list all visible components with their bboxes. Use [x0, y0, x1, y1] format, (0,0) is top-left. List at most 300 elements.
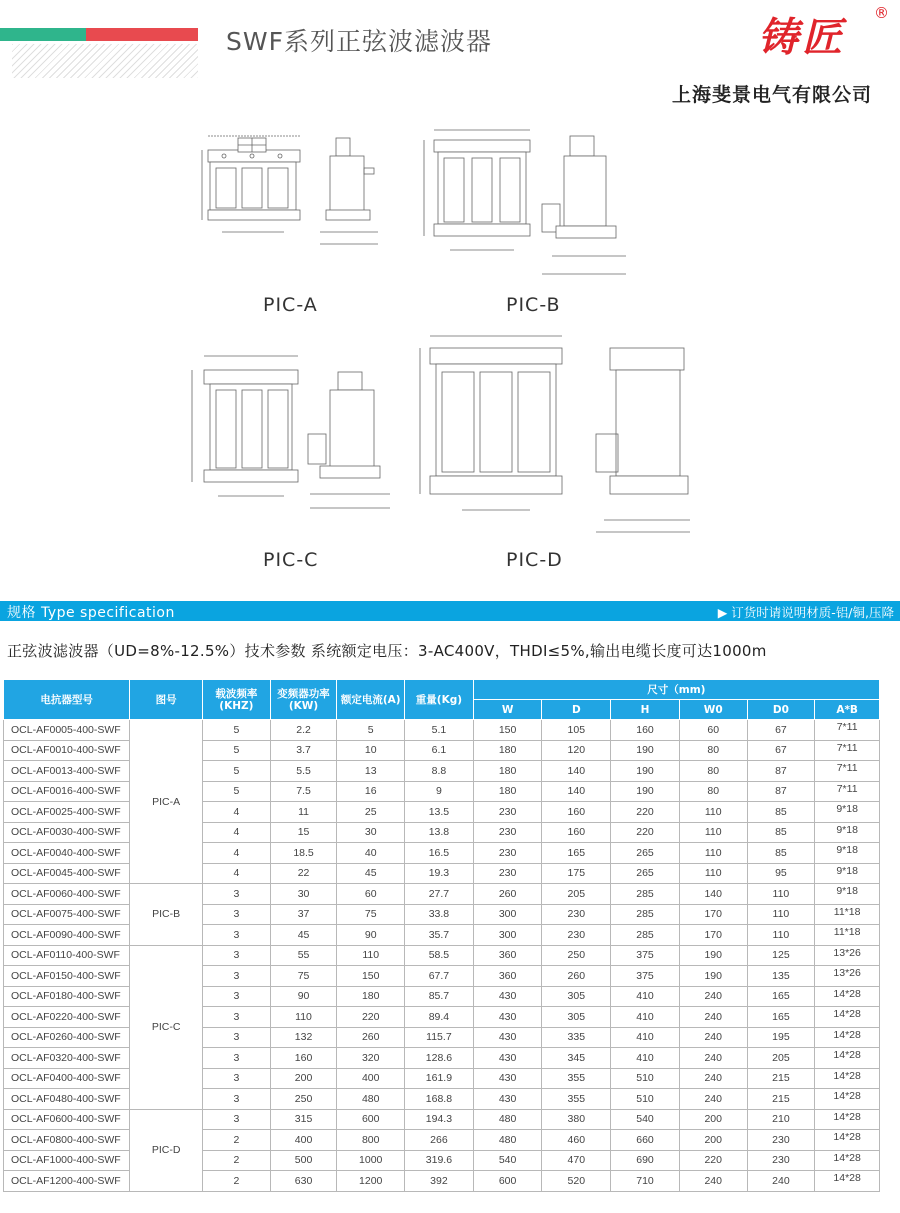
- table-row: [4, 945, 880, 966]
- ab-cell: 9*18: [815, 843, 880, 864]
- value-cell: 35.7: [405, 925, 474, 946]
- ab-cell: 14*28: [815, 1068, 880, 1089]
- value-cell: 5: [203, 740, 271, 761]
- value-cell: 360: [473, 945, 542, 966]
- value-cell: 230: [473, 822, 542, 843]
- value-cell: 220: [611, 822, 680, 843]
- value-cell: 400: [337, 1068, 405, 1089]
- value-cell: 3: [203, 966, 271, 987]
- col-weight: 重量(Kg): [405, 680, 474, 720]
- value-cell: 40: [337, 843, 405, 864]
- spec-table-body: [4, 720, 880, 1192]
- value-cell: 480: [473, 1130, 542, 1151]
- value-cell: 400: [270, 1130, 337, 1151]
- value-cell: 266: [405, 1130, 474, 1151]
- value-cell: 85: [747, 843, 815, 864]
- value-cell: 89.4: [405, 1007, 474, 1028]
- value-cell: 140: [542, 781, 611, 802]
- value-cell: 85.7: [405, 986, 474, 1007]
- ab-cell: 14*28: [815, 1171, 880, 1192]
- value-cell: 110: [679, 863, 747, 884]
- value-cell: 265: [611, 863, 680, 884]
- value-cell: 410: [611, 986, 680, 1007]
- ab-cell: 9*18: [815, 863, 880, 884]
- value-cell: 125: [747, 945, 815, 966]
- value-cell: 55: [270, 945, 337, 966]
- brand-logo: 铸匠: [758, 14, 846, 61]
- pic-cell: PIC-B: [130, 884, 203, 946]
- value-cell: 230: [747, 1130, 815, 1151]
- ab-cell: 9*18: [815, 822, 880, 843]
- value-cell: 16: [337, 781, 405, 802]
- value-cell: 58.5: [405, 945, 474, 966]
- value-cell: 360: [473, 966, 542, 987]
- ab-cell: 11*18: [815, 904, 880, 925]
- value-cell: 160: [542, 802, 611, 823]
- value-cell: 200: [679, 1109, 747, 1130]
- value-cell: 13: [337, 761, 405, 782]
- value-cell: 215: [747, 1068, 815, 1089]
- value-cell: 190: [611, 740, 680, 761]
- value-cell: 95: [747, 863, 815, 884]
- order-note: ▶ 订货时请说明材质-铝/铜,压降: [717, 605, 894, 620]
- table-row: [4, 720, 880, 741]
- value-cell: 3: [203, 1109, 271, 1130]
- col-power: 变频器功率 (KW): [270, 680, 337, 720]
- value-cell: 110: [270, 1007, 337, 1028]
- model-cell: OCL-AF0150-400-SWF: [4, 966, 130, 987]
- value-cell: 480: [337, 1089, 405, 1110]
- value-cell: 175: [542, 863, 611, 884]
- registered-mark: ®: [874, 4, 889, 22]
- value-cell: 67: [747, 720, 815, 741]
- value-cell: 85: [747, 822, 815, 843]
- value-cell: 1000: [337, 1150, 405, 1171]
- value-cell: 190: [679, 966, 747, 987]
- model-cell: OCL-AF0320-400-SWF: [4, 1048, 130, 1069]
- value-cell: 110: [747, 904, 815, 925]
- value-cell: 285: [611, 884, 680, 905]
- value-cell: 3: [203, 1068, 271, 1089]
- value-cell: 220: [611, 802, 680, 823]
- value-cell: 800: [337, 1130, 405, 1151]
- ab-cell: 7*11: [815, 781, 880, 802]
- value-cell: 110: [747, 884, 815, 905]
- value-cell: 380: [542, 1109, 611, 1130]
- ab-cell: 9*18: [815, 802, 880, 823]
- ab-cell: 9*18: [815, 884, 880, 905]
- col-pic: 图号: [130, 680, 203, 720]
- value-cell: 132: [270, 1027, 337, 1048]
- model-cell: OCL-AF0110-400-SWF: [4, 945, 130, 966]
- value-cell: 2.2: [270, 720, 337, 741]
- value-cell: 5: [337, 720, 405, 741]
- pic-cell: PIC-A: [130, 720, 203, 884]
- value-cell: 87: [747, 781, 815, 802]
- value-cell: 33.8: [405, 904, 474, 925]
- value-cell: 194.3: [405, 1109, 474, 1130]
- value-cell: 67.7: [405, 966, 474, 987]
- spec-header-band: [0, 601, 900, 621]
- value-cell: 430: [473, 1089, 542, 1110]
- drawings-svg: [180, 110, 740, 600]
- col-current: 额定电流(A): [337, 680, 405, 720]
- value-cell: 180: [473, 781, 542, 802]
- model-cell: OCL-AF0260-400-SWF: [4, 1027, 130, 1048]
- value-cell: 240: [679, 1089, 747, 1110]
- model-cell: OCL-AF0013-400-SWF: [4, 761, 130, 782]
- value-cell: 430: [473, 986, 542, 1007]
- value-cell: 190: [611, 781, 680, 802]
- value-cell: 13.8: [405, 822, 474, 843]
- value-cell: 7.5: [270, 781, 337, 802]
- value-cell: 230: [473, 843, 542, 864]
- ab-cell: 11*18: [815, 925, 880, 946]
- value-cell: 30: [337, 822, 405, 843]
- value-cell: 3.7: [270, 740, 337, 761]
- value-cell: 205: [542, 884, 611, 905]
- value-cell: 165: [747, 986, 815, 1007]
- value-cell: 690: [611, 1150, 680, 1171]
- value-cell: 240: [679, 1068, 747, 1089]
- model-cell: OCL-AF0480-400-SWF: [4, 1089, 130, 1110]
- value-cell: 410: [611, 1048, 680, 1069]
- value-cell: 110: [337, 945, 405, 966]
- value-cell: 600: [337, 1109, 405, 1130]
- value-cell: 2: [203, 1150, 271, 1171]
- ab-cell: 14*28: [815, 1048, 880, 1069]
- value-cell: 170: [679, 925, 747, 946]
- value-cell: 345: [542, 1048, 611, 1069]
- value-cell: 540: [473, 1150, 542, 1171]
- value-cell: 220: [337, 1007, 405, 1028]
- model-cell: OCL-AF0075-400-SWF: [4, 904, 130, 925]
- value-cell: 2: [203, 1171, 271, 1192]
- col-model: 电抗器型号: [4, 680, 130, 720]
- value-cell: 75: [270, 966, 337, 987]
- value-cell: 510: [611, 1068, 680, 1089]
- value-cell: 230: [542, 904, 611, 925]
- value-cell: 3: [203, 925, 271, 946]
- value-cell: 710: [611, 1171, 680, 1192]
- value-cell: 305: [542, 986, 611, 1007]
- value-cell: 150: [337, 966, 405, 987]
- value-cell: 190: [611, 761, 680, 782]
- value-cell: 160: [542, 822, 611, 843]
- value-cell: 240: [679, 1048, 747, 1069]
- value-cell: 27.7: [405, 884, 474, 905]
- value-cell: 160: [270, 1048, 337, 1069]
- value-cell: 230: [473, 802, 542, 823]
- pic-cell: PIC-C: [130, 945, 203, 1109]
- col-size: 尺寸（mm): [473, 680, 879, 700]
- value-cell: 190: [679, 945, 747, 966]
- spec-heading: 规格 Type specification: [7, 605, 175, 621]
- ab-cell: 14*28: [815, 1027, 880, 1048]
- value-cell: 3: [203, 1089, 271, 1110]
- value-cell: 110: [747, 925, 815, 946]
- value-cell: 180: [337, 986, 405, 1007]
- value-cell: 75: [337, 904, 405, 925]
- model-cell: OCL-AF0030-400-SWF: [4, 822, 130, 843]
- pic-d-side-view: [596, 348, 690, 532]
- value-cell: 540: [611, 1109, 680, 1130]
- model-cell: OCL-AF0180-400-SWF: [4, 986, 130, 1007]
- value-cell: 45: [337, 863, 405, 884]
- value-cell: 265: [611, 843, 680, 864]
- value-cell: 110: [679, 843, 747, 864]
- col-w0: W0: [679, 700, 747, 720]
- value-cell: 205: [747, 1048, 815, 1069]
- col-w: W: [473, 700, 542, 720]
- value-cell: 3: [203, 945, 271, 966]
- value-cell: 510: [611, 1089, 680, 1110]
- value-cell: 120: [542, 740, 611, 761]
- pic-c-front-view: [192, 356, 298, 496]
- value-cell: 430: [473, 1068, 542, 1089]
- value-cell: 300: [473, 904, 542, 925]
- value-cell: 5: [203, 720, 271, 741]
- value-cell: 135: [747, 966, 815, 987]
- model-cell: OCL-AF0400-400-SWF: [4, 1068, 130, 1089]
- value-cell: 240: [747, 1171, 815, 1192]
- col-ab: A*B: [815, 700, 880, 720]
- value-cell: 80: [679, 740, 747, 761]
- value-cell: 430: [473, 1048, 542, 1069]
- value-cell: 9: [405, 781, 474, 802]
- pic-d-label: PIC-D: [506, 549, 563, 571]
- value-cell: 3: [203, 986, 271, 1007]
- pic-cell: PIC-D: [130, 1109, 203, 1191]
- value-cell: 230: [542, 925, 611, 946]
- value-cell: 210: [747, 1109, 815, 1130]
- pic-b-side-view: [542, 136, 626, 274]
- col-d: D: [542, 700, 611, 720]
- model-cell: OCL-AF0220-400-SWF: [4, 1007, 130, 1028]
- model-cell: OCL-AF1200-400-SWF: [4, 1171, 130, 1192]
- model-cell: OCL-AF0600-400-SWF: [4, 1109, 130, 1130]
- model-cell: OCL-AF0005-400-SWF: [4, 720, 130, 741]
- model-cell: OCL-AF0040-400-SWF: [4, 843, 130, 864]
- value-cell: 3: [203, 904, 271, 925]
- value-cell: 10: [337, 740, 405, 761]
- value-cell: 19.3: [405, 863, 474, 884]
- value-cell: 480: [473, 1109, 542, 1130]
- model-cell: OCL-AF0045-400-SWF: [4, 863, 130, 884]
- green-accent-bar: [0, 28, 86, 41]
- value-cell: 105: [542, 720, 611, 741]
- value-cell: 600: [473, 1171, 542, 1192]
- value-cell: 355: [542, 1089, 611, 1110]
- col-freq: 载波频率 (KHZ): [203, 680, 271, 720]
- pic-c-side-view: [308, 372, 390, 508]
- value-cell: 660: [611, 1130, 680, 1151]
- value-cell: 80: [679, 781, 747, 802]
- value-cell: 260: [542, 966, 611, 987]
- pic-b-label: PIC-B: [506, 294, 561, 316]
- value-cell: 11: [270, 802, 337, 823]
- value-cell: 3: [203, 1027, 271, 1048]
- value-cell: 240: [679, 1171, 747, 1192]
- value-cell: 500: [270, 1150, 337, 1171]
- value-cell: 4: [203, 843, 271, 864]
- value-cell: 165: [747, 1007, 815, 1028]
- value-cell: 215: [747, 1089, 815, 1110]
- red-accent-bar: [86, 28, 198, 41]
- value-cell: 60: [337, 884, 405, 905]
- ab-cell: 7*11: [815, 720, 880, 741]
- value-cell: 4: [203, 802, 271, 823]
- value-cell: 16.5: [405, 843, 474, 864]
- value-cell: 195: [747, 1027, 815, 1048]
- value-cell: 110: [679, 822, 747, 843]
- ab-cell: 7*11: [815, 761, 880, 782]
- model-cell: OCL-AF0025-400-SWF: [4, 802, 130, 823]
- ab-cell: 14*28: [815, 1130, 880, 1151]
- value-cell: 319.6: [405, 1150, 474, 1171]
- value-cell: 1200: [337, 1171, 405, 1192]
- value-cell: 285: [611, 925, 680, 946]
- value-cell: 85: [747, 802, 815, 823]
- ab-cell: 14*28: [815, 1150, 880, 1171]
- value-cell: 2: [203, 1130, 271, 1151]
- value-cell: 160: [611, 720, 680, 741]
- value-cell: 375: [611, 966, 680, 987]
- value-cell: 430: [473, 1007, 542, 1028]
- pic-d-front-view: [420, 336, 562, 510]
- value-cell: 4: [203, 822, 271, 843]
- value-cell: 150: [473, 720, 542, 741]
- value-cell: 5.5: [270, 761, 337, 782]
- model-cell: OCL-AF0800-400-SWF: [4, 1130, 130, 1151]
- value-cell: 240: [679, 1027, 747, 1048]
- value-cell: 285: [611, 904, 680, 925]
- value-cell: 4: [203, 863, 271, 884]
- value-cell: 3: [203, 1007, 271, 1028]
- value-cell: 200: [679, 1130, 747, 1151]
- ab-cell: 14*28: [815, 986, 880, 1007]
- value-cell: 355: [542, 1068, 611, 1089]
- value-cell: 200: [270, 1068, 337, 1089]
- value-cell: 115.7: [405, 1027, 474, 1048]
- value-cell: 80: [679, 761, 747, 782]
- value-cell: 90: [270, 986, 337, 1007]
- value-cell: 168.8: [405, 1089, 474, 1110]
- value-cell: 260: [337, 1027, 405, 1048]
- value-cell: 37: [270, 904, 337, 925]
- ab-cell: 13*26: [815, 945, 880, 966]
- ab-cell: 14*28: [815, 1007, 880, 1028]
- value-cell: 430: [473, 1027, 542, 1048]
- col-h: H: [611, 700, 680, 720]
- value-cell: 140: [679, 884, 747, 905]
- value-cell: 410: [611, 1027, 680, 1048]
- value-cell: 230: [747, 1150, 815, 1171]
- table-row: [4, 1109, 880, 1130]
- value-cell: 3: [203, 1048, 271, 1069]
- value-cell: 18.5: [270, 843, 337, 864]
- model-cell: OCL-AF1000-400-SWF: [4, 1150, 130, 1171]
- value-cell: 165: [542, 843, 611, 864]
- value-cell: 128.6: [405, 1048, 474, 1069]
- company-name: 上海斐景电气有限公司: [672, 84, 873, 106]
- ab-cell: 7*11: [815, 740, 880, 761]
- value-cell: 260: [473, 884, 542, 905]
- pic-a-side-view: [320, 138, 378, 244]
- value-cell: 230: [473, 863, 542, 884]
- pic-a-label: PIC-A: [263, 294, 318, 316]
- page-title: SWF系列正弦波滤波器: [226, 27, 492, 56]
- value-cell: 170: [679, 904, 747, 925]
- value-cell: 305: [542, 1007, 611, 1028]
- value-cell: 5.1: [405, 720, 474, 741]
- value-cell: 300: [473, 925, 542, 946]
- model-cell: OCL-AF0060-400-SWF: [4, 884, 130, 905]
- value-cell: 25: [337, 802, 405, 823]
- ab-cell: 14*28: [815, 1089, 880, 1110]
- value-cell: 375: [611, 945, 680, 966]
- value-cell: 520: [542, 1171, 611, 1192]
- model-cell: OCL-AF0090-400-SWF: [4, 925, 130, 946]
- hatch-decoration: [12, 44, 198, 78]
- spec-table: [3, 679, 880, 1192]
- ab-cell: 13*26: [815, 966, 880, 987]
- table-row: [4, 884, 880, 905]
- value-cell: 45: [270, 925, 337, 946]
- pic-a-front-view: [202, 136, 300, 232]
- value-cell: 8.8: [405, 761, 474, 782]
- value-cell: 240: [679, 1007, 747, 1028]
- value-cell: 3: [203, 884, 271, 905]
- value-cell: 180: [473, 761, 542, 782]
- value-cell: 110: [679, 802, 747, 823]
- product-drawings: [180, 110, 740, 600]
- value-cell: 5: [203, 761, 271, 782]
- value-cell: 60: [679, 720, 747, 741]
- value-cell: 250: [542, 945, 611, 966]
- model-cell: OCL-AF0010-400-SWF: [4, 740, 130, 761]
- model-cell: OCL-AF0016-400-SWF: [4, 781, 130, 802]
- value-cell: 90: [337, 925, 405, 946]
- value-cell: 5: [203, 781, 271, 802]
- value-cell: 335: [542, 1027, 611, 1048]
- value-cell: 161.9: [405, 1068, 474, 1089]
- value-cell: 470: [542, 1150, 611, 1171]
- value-cell: 392: [405, 1171, 474, 1192]
- pic-c-label: PIC-C: [263, 549, 319, 571]
- value-cell: 220: [679, 1150, 747, 1171]
- value-cell: 320: [337, 1048, 405, 1069]
- value-cell: 630: [270, 1171, 337, 1192]
- value-cell: 15: [270, 822, 337, 843]
- value-cell: 30: [270, 884, 337, 905]
- value-cell: 410: [611, 1007, 680, 1028]
- value-cell: 240: [679, 986, 747, 1007]
- pic-b-front-view: [424, 130, 530, 250]
- value-cell: 22: [270, 863, 337, 884]
- col-d0: D0: [747, 700, 815, 720]
- ab-cell: 14*28: [815, 1109, 880, 1130]
- value-cell: 315: [270, 1109, 337, 1130]
- value-cell: 13.5: [405, 802, 474, 823]
- value-cell: 180: [473, 740, 542, 761]
- technical-parameters: 正弦波滤波器（UD=8%-12.5%）技术参数 系统额定电压：3-AC400V，THDI≤5%,输出电缆长度可达1000m: [7, 642, 767, 660]
- value-cell: 67: [747, 740, 815, 761]
- value-cell: 250: [270, 1089, 337, 1110]
- value-cell: 87: [747, 761, 815, 782]
- value-cell: 460: [542, 1130, 611, 1151]
- value-cell: 140: [542, 761, 611, 782]
